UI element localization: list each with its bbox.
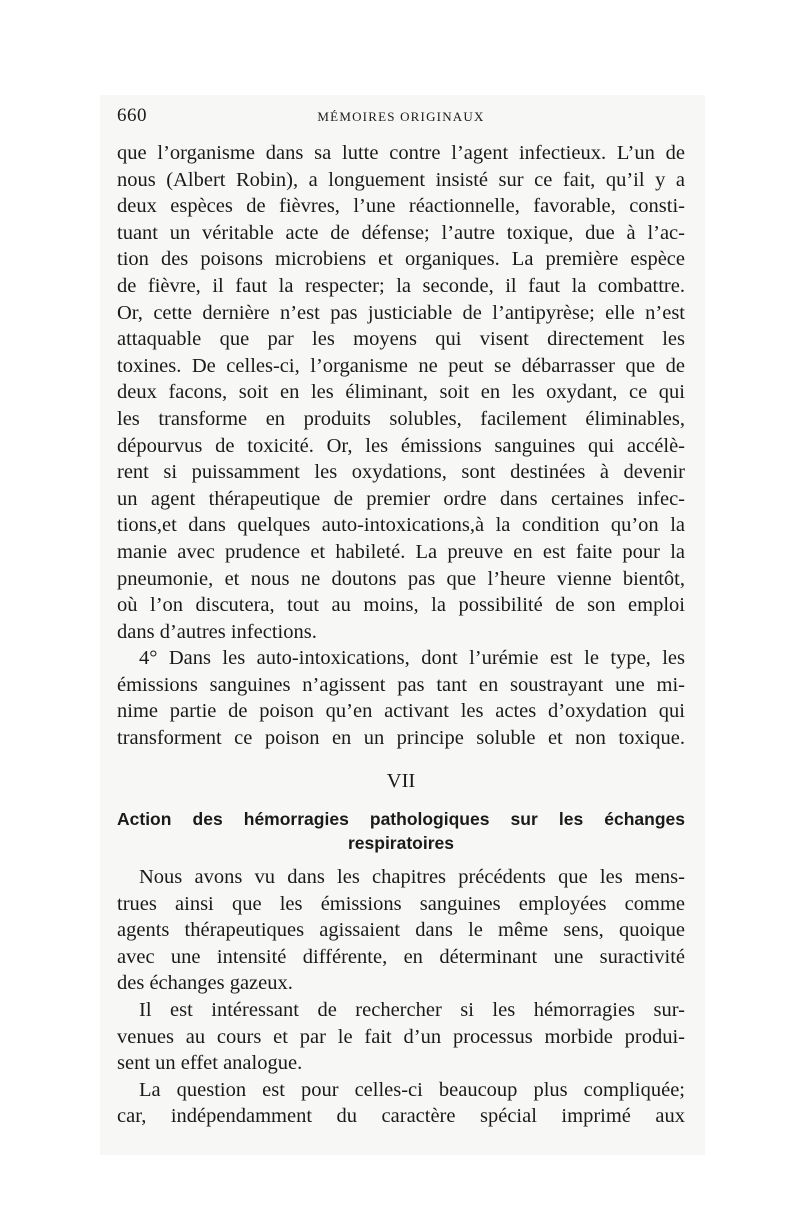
body-text-part1 <box>117 140 685 752</box>
text-line: les transforme en produits solubles, facilement éliminables, <box>117 407 685 430</box>
text-line: où l’on discutera, tout au moins, la possibilité de son emploi <box>117 594 685 617</box>
running-head: MÉMOIRES ORIGINAUX <box>317 109 485 124</box>
section-title-line: respiratoires <box>347 833 455 853</box>
text-line: venues au cours et par le fait d’un processus morbide produi- <box>117 1025 685 1048</box>
text-line: un agent thérapeutique de premier ordre dans certaines infec- <box>117 487 685 510</box>
page-header <box>117 105 685 133</box>
body-text-part2 <box>117 864 685 1130</box>
text-line: deux espèces de fièvres, l’une réactionnelle, favorable, consti- <box>117 195 685 218</box>
text-line: 4° Dans les auto-intoxications, dont l’urémie est le type, les <box>139 647 685 670</box>
text-line: tion des poisons microbiens et organiques. La première espèce <box>117 248 685 271</box>
text-line: rent si puissamment les oxydations, sont destinées à devenir <box>117 461 685 484</box>
text-line: tions,et dans quelques auto-intoxications,à la condition qu’on la <box>117 514 685 537</box>
text-line: attaquable que par les moyens qui visent directement les <box>117 328 685 351</box>
text-line: transforment ce poison en un principe soluble et non toxique. <box>117 727 685 750</box>
text-line: toxines. De celles-ci, l’organisme ne peut se débarrasser que de <box>117 354 685 377</box>
text-line: dans d’autres infections. <box>117 620 317 643</box>
text-line: avec une intensité différente, en déterminant une suractivité <box>117 945 685 968</box>
text-line: La question est pour celles-ci beaucoup plus compliquée; <box>139 1078 685 1101</box>
text-line: agents thérapeutiques agissaient dans le même sens, quoique <box>117 919 685 942</box>
section-number: VII <box>386 770 416 792</box>
text-line: manie avec prudence et habileté. La preuve en est faite pour la <box>117 540 685 563</box>
text-line: des échanges gazeux. <box>117 972 293 995</box>
page-number: 660 <box>117 105 147 126</box>
text-line: nous (Albert Robin), a longuement insisté sur ce fait, qu’il y a <box>117 168 685 191</box>
text-line: de fièvre, il faut la respecter; la seconde, il faut la combattre. <box>117 274 685 297</box>
text-line: dépourvus de toxicité. Or, les émissions sanguines qui accélè- <box>117 434 685 457</box>
section-title <box>117 807 685 855</box>
text-line: Il est intéressant de rechercher si les hémorragies sur- <box>139 998 685 1021</box>
text-line: pneumonie, et nous ne doutons pas que l’heure vienne bientôt, <box>117 567 685 590</box>
text-line: nime partie de poison qu’en activant les actes d’oxydation qui <box>117 700 685 723</box>
text-line: Or, cette dernière n’est pas justiciable de l’antipyrèse; elle n’est <box>117 301 685 324</box>
text-line: car, indépendamment du caractère spécial imprimé aux <box>117 1105 685 1128</box>
text-line: que l’organisme dans sa lutte contre l’agent infectieux. L’un de <box>117 142 685 164</box>
section-title-line: Action des hémorragies pathologiques sur les échanges <box>117 809 685 829</box>
text-line: trues ainsi que les émissions sanguines employées comme <box>117 892 685 915</box>
text-line: émissions sanguines n’agissent pas tant en soustrayant une mi- <box>117 673 685 696</box>
text-line: Nous avons vu dans les chapitres précédents que les mens- <box>139 866 685 888</box>
text-line: tuant un véritable acte de défense; l’autre toxique, due à l’ac- <box>117 221 685 244</box>
text-line: deux facons, soit en les éliminant, soit en les oxydant, ce qui <box>117 381 685 404</box>
text-line: sent un effet analogue. <box>117 1052 303 1075</box>
